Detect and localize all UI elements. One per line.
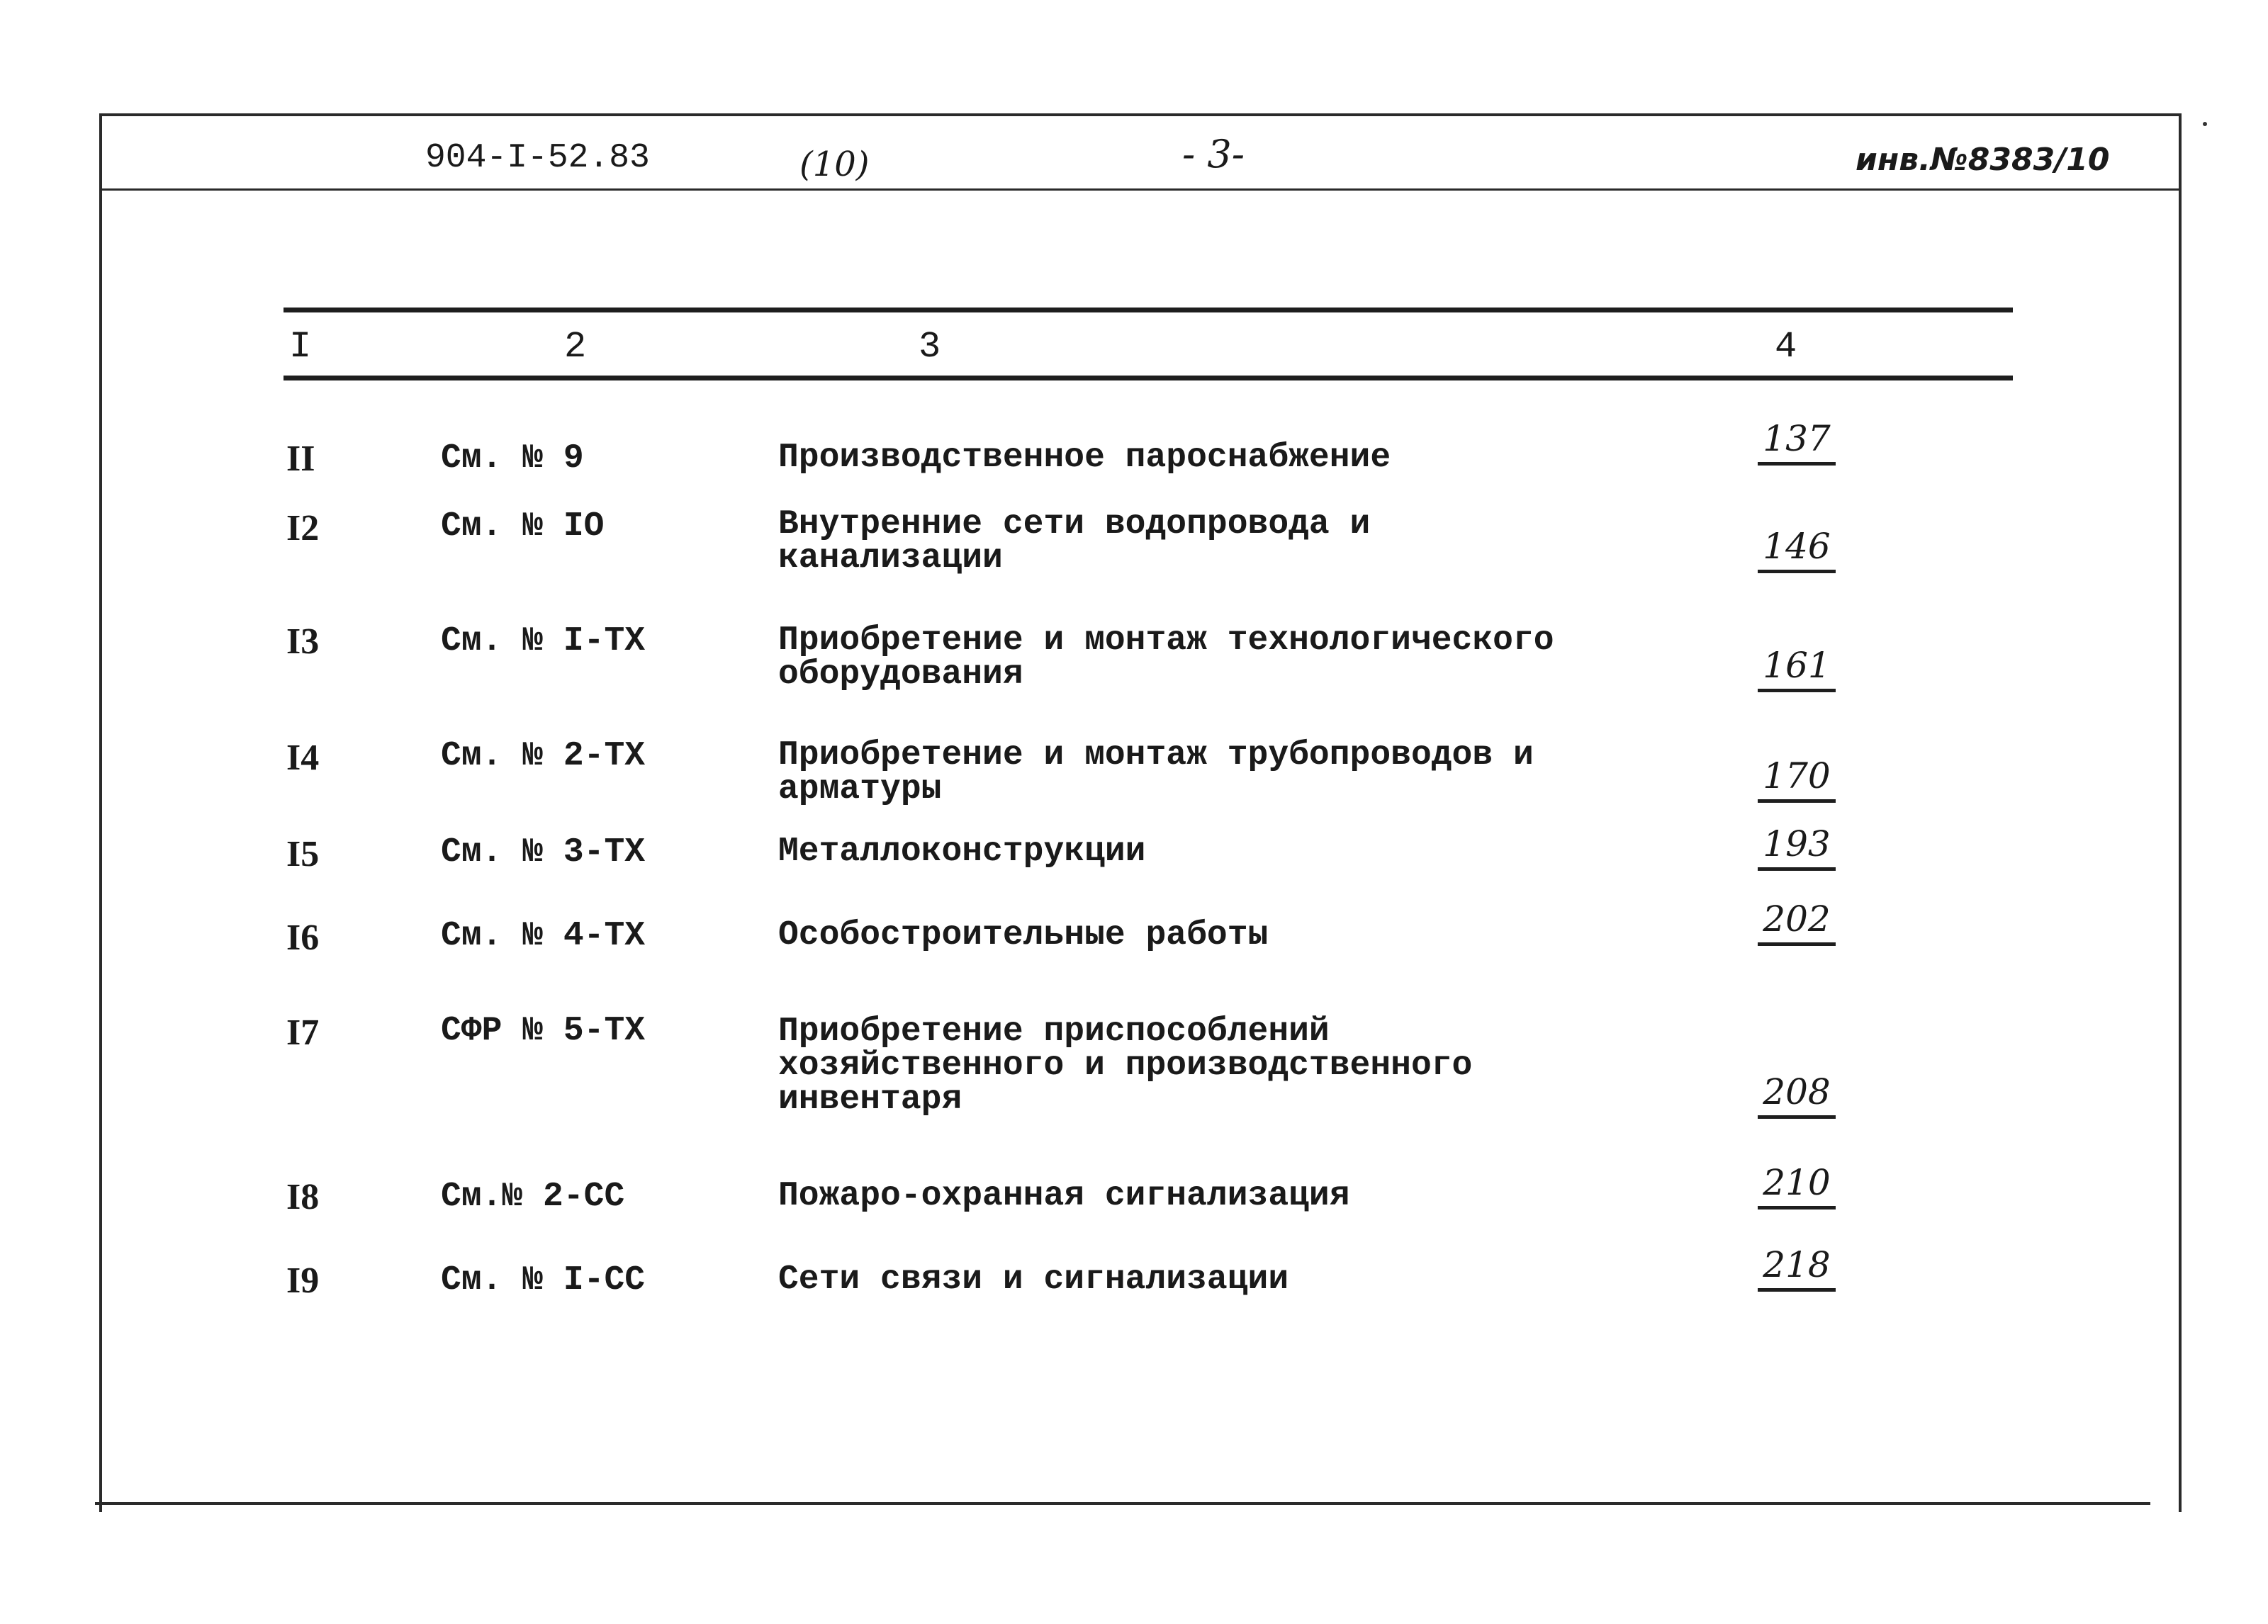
- row-reference: См. № 3-TX: [441, 833, 646, 872]
- row-reference: См. № I-TX: [441, 622, 646, 660]
- row-page: 161: [1758, 645, 1836, 692]
- inventory-number: инв.№8383/10: [1856, 142, 2110, 178]
- document-frame: [99, 113, 2182, 1512]
- table-top-rule: [284, 308, 2013, 312]
- row-page: 193: [1758, 823, 1836, 871]
- row-number: I2: [286, 508, 320, 548]
- header-separator: [99, 188, 2179, 191]
- row-reference: См. № 2-TX: [441, 737, 646, 775]
- row-reference: См. № IO: [441, 507, 605, 546]
- row-reference: См. № I-СС: [441, 1261, 646, 1299]
- row-description: Сети связи и сигнализации: [778, 1261, 1289, 1299]
- album-number: (10): [799, 145, 870, 184]
- row-page: 218: [1758, 1244, 1836, 1292]
- row-page: 210: [1758, 1162, 1836, 1209]
- scan-speck: [2203, 122, 2207, 126]
- table-header-rule: [284, 376, 2013, 380]
- row-description: Внутренние сети водопровода и канализации: [778, 505, 1371, 577]
- row-reference: См.№ 2-СС: [441, 1178, 625, 1216]
- row-number: I7: [286, 1013, 320, 1053]
- row-number: I8: [286, 1177, 320, 1217]
- column-header-4: 4: [1775, 326, 1797, 368]
- row-description: Производственное пароснабжение: [778, 439, 1391, 477]
- doc-code: 904-I-52.83: [425, 139, 650, 177]
- row-description: Приобретение приспособлений хозяйственного и производственного инвентаря: [778, 1013, 1473, 1119]
- row-reference: См. № 4-TX: [441, 917, 646, 955]
- row-description: Приобретение и монтаж трубопроводов и арматуры: [778, 736, 1534, 808]
- row-reference: СФР № 5-TX: [441, 1012, 646, 1050]
- row-page: 202: [1758, 898, 1836, 946]
- row-page: 208: [1758, 1071, 1836, 1119]
- row-number: I6: [286, 918, 320, 958]
- row-page: 137: [1758, 418, 1836, 466]
- frame-bottom-line: [95, 1502, 2150, 1505]
- row-page: 170: [1758, 755, 1836, 803]
- row-number: II: [286, 439, 315, 479]
- column-header-1: I: [289, 326, 312, 368]
- column-header-2: 2: [564, 326, 587, 368]
- page-mark: - 3-: [1182, 132, 1245, 176]
- row-reference: См. № 9: [441, 439, 584, 478]
- row-number: I4: [286, 738, 320, 778]
- row-page: 146: [1758, 526, 1836, 573]
- row-description: Приобретение и монтаж технологического оборудования: [778, 621, 1554, 694]
- row-number: I5: [286, 834, 320, 874]
- row-number: I3: [286, 621, 320, 662]
- row-description: Особостроительные работы: [778, 916, 1269, 954]
- row-description: Пожаро-охранная сигнализация: [778, 1177, 1350, 1215]
- column-header-3: 3: [919, 326, 941, 368]
- row-description: Металлоконструкции: [778, 833, 1146, 871]
- row-number: I9: [286, 1261, 320, 1301]
